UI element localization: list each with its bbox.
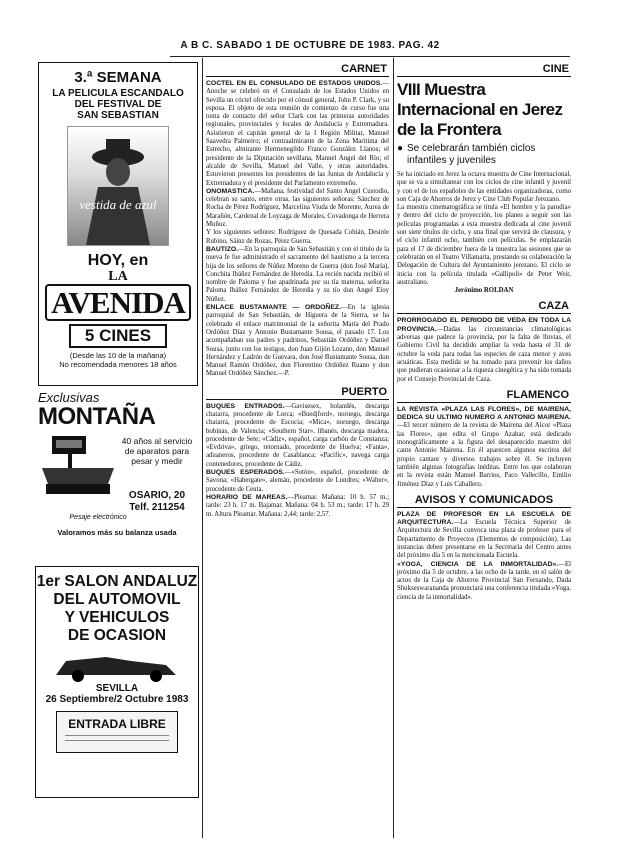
ad-week: 3.ª SEMANA	[74, 69, 162, 86]
ad-line1: LA PELICULA ESCANDALO	[52, 88, 184, 99]
coupon-label: ENTRADA LIBRE	[68, 717, 166, 731]
ad-footer: Valoramos más su balanza usada	[57, 528, 177, 537]
salon-advertisement	[35, 566, 199, 798]
avisos-p1-head: PLAZA DE PROFESOR EN LA ESCUELA DE ARQUITECTURA.	[397, 510, 571, 527]
cine-sign: Jerónimo ROLDAN	[454, 287, 514, 295]
poster-figure-icon	[68, 127, 168, 245]
cine-p2: La muestra cinematográfica se titula «El hombre y la parodia» y dentro del ciclo de proyección, los planes a seguir son las películas programadas a esta muestra dedicada al cine juvenil son siete títulos de ciclo, y una final que servirá de clausura, y el ciclo infantil ocho, también con películas. Se emplazarán para el 17 de diciembre fuera de la muestra las sesiones que se celebrarán en el Teatro Villamarta, prestando su colaboración la Delegación de Cultura del Ayuntamiento jerezano. El ciclo se inicia con la película titulada «Gallipoli» de Peter Weir, australiano.	[397, 204, 571, 286]
ad-line3: SAN SEBASTIAN	[77, 110, 159, 121]
avisos-p1: —La Escuela Técnica Superior de Arquitectura de Sevilla convoca una plaza de profesor para el Departamento de Proyectos (Elementos de composición). Las instancias deben presentarse en la Secretaría del Centro antes del próximo día 5 en la mencionada Escuela.	[397, 519, 571, 560]
carnet-p5: —En la iglesia parroquial de San Sebastián, de Higuera de la Sierra, se ha celebrado el enlace matrimonial de la señorita María del Prado Ordóñez Díaz y Antonio Bustamante Sousa, el pasado 17. Los acompañaban sus padres y padrinos, Sebastián Ordóñez y Daniel Sousa, junto con los testigos, don Juan Gijón Lozano, don Manuel Hernández y Ladrón de Guevara, don José Bustamante Sousa, don Manuel Ramón Ordóñez, don Florentino Ordóñez Ruano y don Manuel Ordóñez Sánchez.—P.	[206, 304, 389, 378]
ad-note2: No recomendada menores 18 años	[59, 360, 177, 369]
carnet-p4-head: BAUTIZO.	[206, 245, 239, 253]
section-avisos-title: AVISOS Y COMUNICADOS	[397, 493, 571, 508]
flamenco-p1: —El tercer número de la revista de Mairena del Alcor «Plaza las Flores», que edita el Grupo Azahar, está dedicado monográficamente a la figura del desaparecido maestro del cante Antonio Mairena. En él aparecen algunos escritos del propio cantaor y diversos trabajos sobre él. Se incluyen también algunas fotografías inéditas. Entre los que colaboran en la revista están Manuel Barrios, Paco Vallecillo, Emilio Jiménez Díaz y Luis Caballero.	[397, 422, 571, 488]
section-caza-title: CAZA	[397, 299, 571, 314]
puerto-p1: —Gavisesex, holandés, descarga chatarra, procedente de Lorca; «Buedjford», noruego, descarga chatarra, procedente de Escocia; «Mica», noruego, descarga bobinas, de Valencia; «Southern Star», libanés, descarga madera, procedente de Sete; «Cádiz», español, carga carbón de Constanza; «Evdriva», griego, retornado, procedente de Huelva; «Fanta», aduaneros, procedente de Casablanca; «Pacific», navega carga contenedores, procedente de Cádiz.	[206, 402, 389, 468]
ad-exclusivas: Exclusivas	[38, 390, 100, 405]
salon-l2: DEL AUTOMOVIL	[53, 591, 181, 608]
cinema-advertisement	[38, 62, 198, 386]
caza-p1: —Dadas las circunstancias climatológicas adversas que padece la provincia, por la falta de lluvias, el Gobierno Civil ha decidido ampliar la veda hasta el 31 de octubre la veda para todas las especies de caza menor y aves acuáticas. Esta medida se ha tomado para prevenir los daños que pudieran ocasionar a la riqueza cinegética y ha sido tomada por el Consejo Provincial de Caza.	[397, 325, 571, 383]
carnet-p1-head: COCTEL EN EL CONSULADO DE ESTADOS UNIDOS.	[206, 80, 383, 87]
cine-subheadline	[397, 143, 571, 167]
cine-p1: Se ha iniciado en Jerez la octava muestra de Cine Internacional, que se va a simultanear con los ciclos de cine infantil y juvenil y con el de los españoles de las entidades organizadoras, como son Caja de Ahorros de Jerez y Cine Club Popular Jerezano.	[397, 171, 571, 203]
ad-brand: MONTAÑA	[38, 403, 156, 430]
column-rule	[393, 58, 394, 838]
salon-city: SEVILLA	[95, 683, 139, 694]
puerto-p1-head: BUQUES ENTRADOS.	[206, 402, 285, 410]
ad-addr2: Telf. 211254	[129, 502, 185, 513]
bullet-icon: ●	[397, 143, 404, 154]
section-carnet-title: CARNET	[206, 62, 389, 77]
cine-sub: Se celebrarán también ciclos infantiles y juveniles	[407, 143, 536, 166]
ad-line2: DEL FESTIVAL DE	[74, 99, 162, 110]
puerto-p2: —«Sotón», español, procedente de Savona; «Habergate», alemán, procedente de Londres; «Walter», procedente de Ceuta.	[206, 469, 389, 493]
ad-avenida: AVENIDA	[45, 284, 191, 321]
salon-l3: Y VEHICULOS	[64, 609, 170, 626]
section-cine-title: CINE	[397, 62, 571, 77]
scale-advertisement	[38, 390, 196, 540]
flamenco-p1-head: LA REVISTA «PLAZA LAS FLORES», DE MAIRENA, DEDICA SU ULTIMO NUMERO A ANTONIO MAIRENA.	[397, 405, 571, 422]
ad-la: LA	[108, 269, 128, 284]
carnet-p1: —Anoche se celebró en el Consulado de los Estados Unidos en Sevilla un cóctel ofrecido por el cónsul general, John P. Clark, y su esposa. El objeto de esta reunión de comienzo de curso fue una toma de contacto del señor Clark con las primeras autoridades regionales, provinciales y locales de Andalucía y Extremadura. Asistieron el capitán general de la I Región Militar, Manuel Saavedra Palmeiro; el contraalmirante de la Zona Marítima del Estrecho, almirante Hermenegildo Franco González Llanos; el presidente de la Diputación sevillana, Manuel Angel del Río; el alcalde de Sevilla, Manuel del Valle, y otras autoridades. Estuvieron presentes los presidentes de las Juntas de Andalucía y Extremadura y el presidente del Parlamento extremeño.	[206, 80, 389, 187]
right-column	[397, 62, 571, 838]
puerto-p3: —Pleamar. Mañana: 10 h. 57 m.; tarde: 23 h. 17 m. Bajamar. Mañana: 04 h. 53 m.; tarde: 17 h. 29 m. Altura Pleamar. Mañana: 2,44; tarde: 2,57.	[206, 493, 389, 518]
puerto-p2-head: BUQUES ESPERADOS.	[206, 469, 285, 477]
carnet-p4: —En la parroquia de San Sebastián y con el título de la nueva fe fue administrado el sacramento del bautismo a la tercera hija de los señores de Núñez Moreno de Guerra (don José María), Conchita Ibáñez Fernández de Heredia. La recién nacida recibió el nombre de Paloma y fue apadrinada por su tía materna, señorita Paloma Ibáñez Fernández de Heredia y su tío don Angel Eloy Núñez.	[206, 245, 389, 303]
carnet-p2-head: ONOMASTICA.	[206, 187, 255, 195]
entry-coupon	[56, 711, 178, 753]
ad-cines: 5 CINES	[69, 324, 167, 348]
ad-slogan: 40 años al servicio de aparatos para pesar y medir	[121, 436, 193, 466]
carnet-p2: —Mañana, festividad del Santo Angel Custodio, celebran su santo, entre otras, las siguientes señoras: Sánchez de Rocha de Pérez Rodríguez, Marcelina Viuda de Morente, Aurea de Marañón, Cardenal de Loyzaga de Morales, Covadonga de Herrera Muñoz.	[206, 187, 389, 229]
carnet-p3: Y los siguientes señores: Rodríguez de Quesada Cobián, Desirée Rubino, Sáinz de Rozas, Pérez Guerra.	[206, 229, 389, 245]
scale-icon	[38, 432, 118, 502]
cine-headline: VIII Muestra Internacional en Jerez de la Frontera	[397, 80, 563, 139]
avisos-p2-head: «YOGA, CIENCIA DE LA INMORTALIDAD».	[397, 560, 559, 568]
header-rule	[170, 56, 570, 57]
car-illustration-icon	[36, 647, 198, 683]
carnet-p5-head: ENLACE BUSTAMANTE — ORDOÑEZ.	[206, 304, 341, 312]
ad-note1: (Desde las 10 de la mañana)	[69, 351, 167, 360]
caza-p1-head: PRORROGADO EL PERIODO DE VEDA EN TODA LA PROVINCIA.	[397, 317, 571, 333]
section-puerto-title: PUERTO	[206, 385, 389, 400]
salon-l1: 1er SALON ANDALUZ	[36, 573, 198, 590]
ad-hoy: HOY, en	[87, 252, 149, 269]
salon-l4: DE OCASION	[67, 627, 167, 644]
film-title: vestida de azul	[79, 197, 157, 212]
film-poster	[67, 126, 169, 246]
ad-addr1: OSARIO, 20	[128, 490, 186, 501]
middle-column	[206, 62, 389, 838]
avisos-p2: —El próximo día 5 de octubre, a las ocho de la tarde, en el salón de actos de la Caja de Ahorros Provincial San Fernando, Dada Shukseswarananda pronunciará una conferencia titulada «Yoga, ciencia de la inmortalidad».	[397, 560, 571, 601]
puerto-p3-head: HORARIO DE MAREAS.	[206, 493, 288, 501]
section-flamenco-title: FLAMENCO	[397, 388, 571, 403]
page-header: A B C. SABADO 1 DE OCTUBRE DE 1983. PAG. 42	[180, 40, 440, 51]
ad-caption: Pesaje electrónico	[69, 514, 127, 521]
column-rule	[202, 58, 203, 838]
salon-dates: 26 Septiembre/2 Octubre 1983	[45, 694, 189, 705]
